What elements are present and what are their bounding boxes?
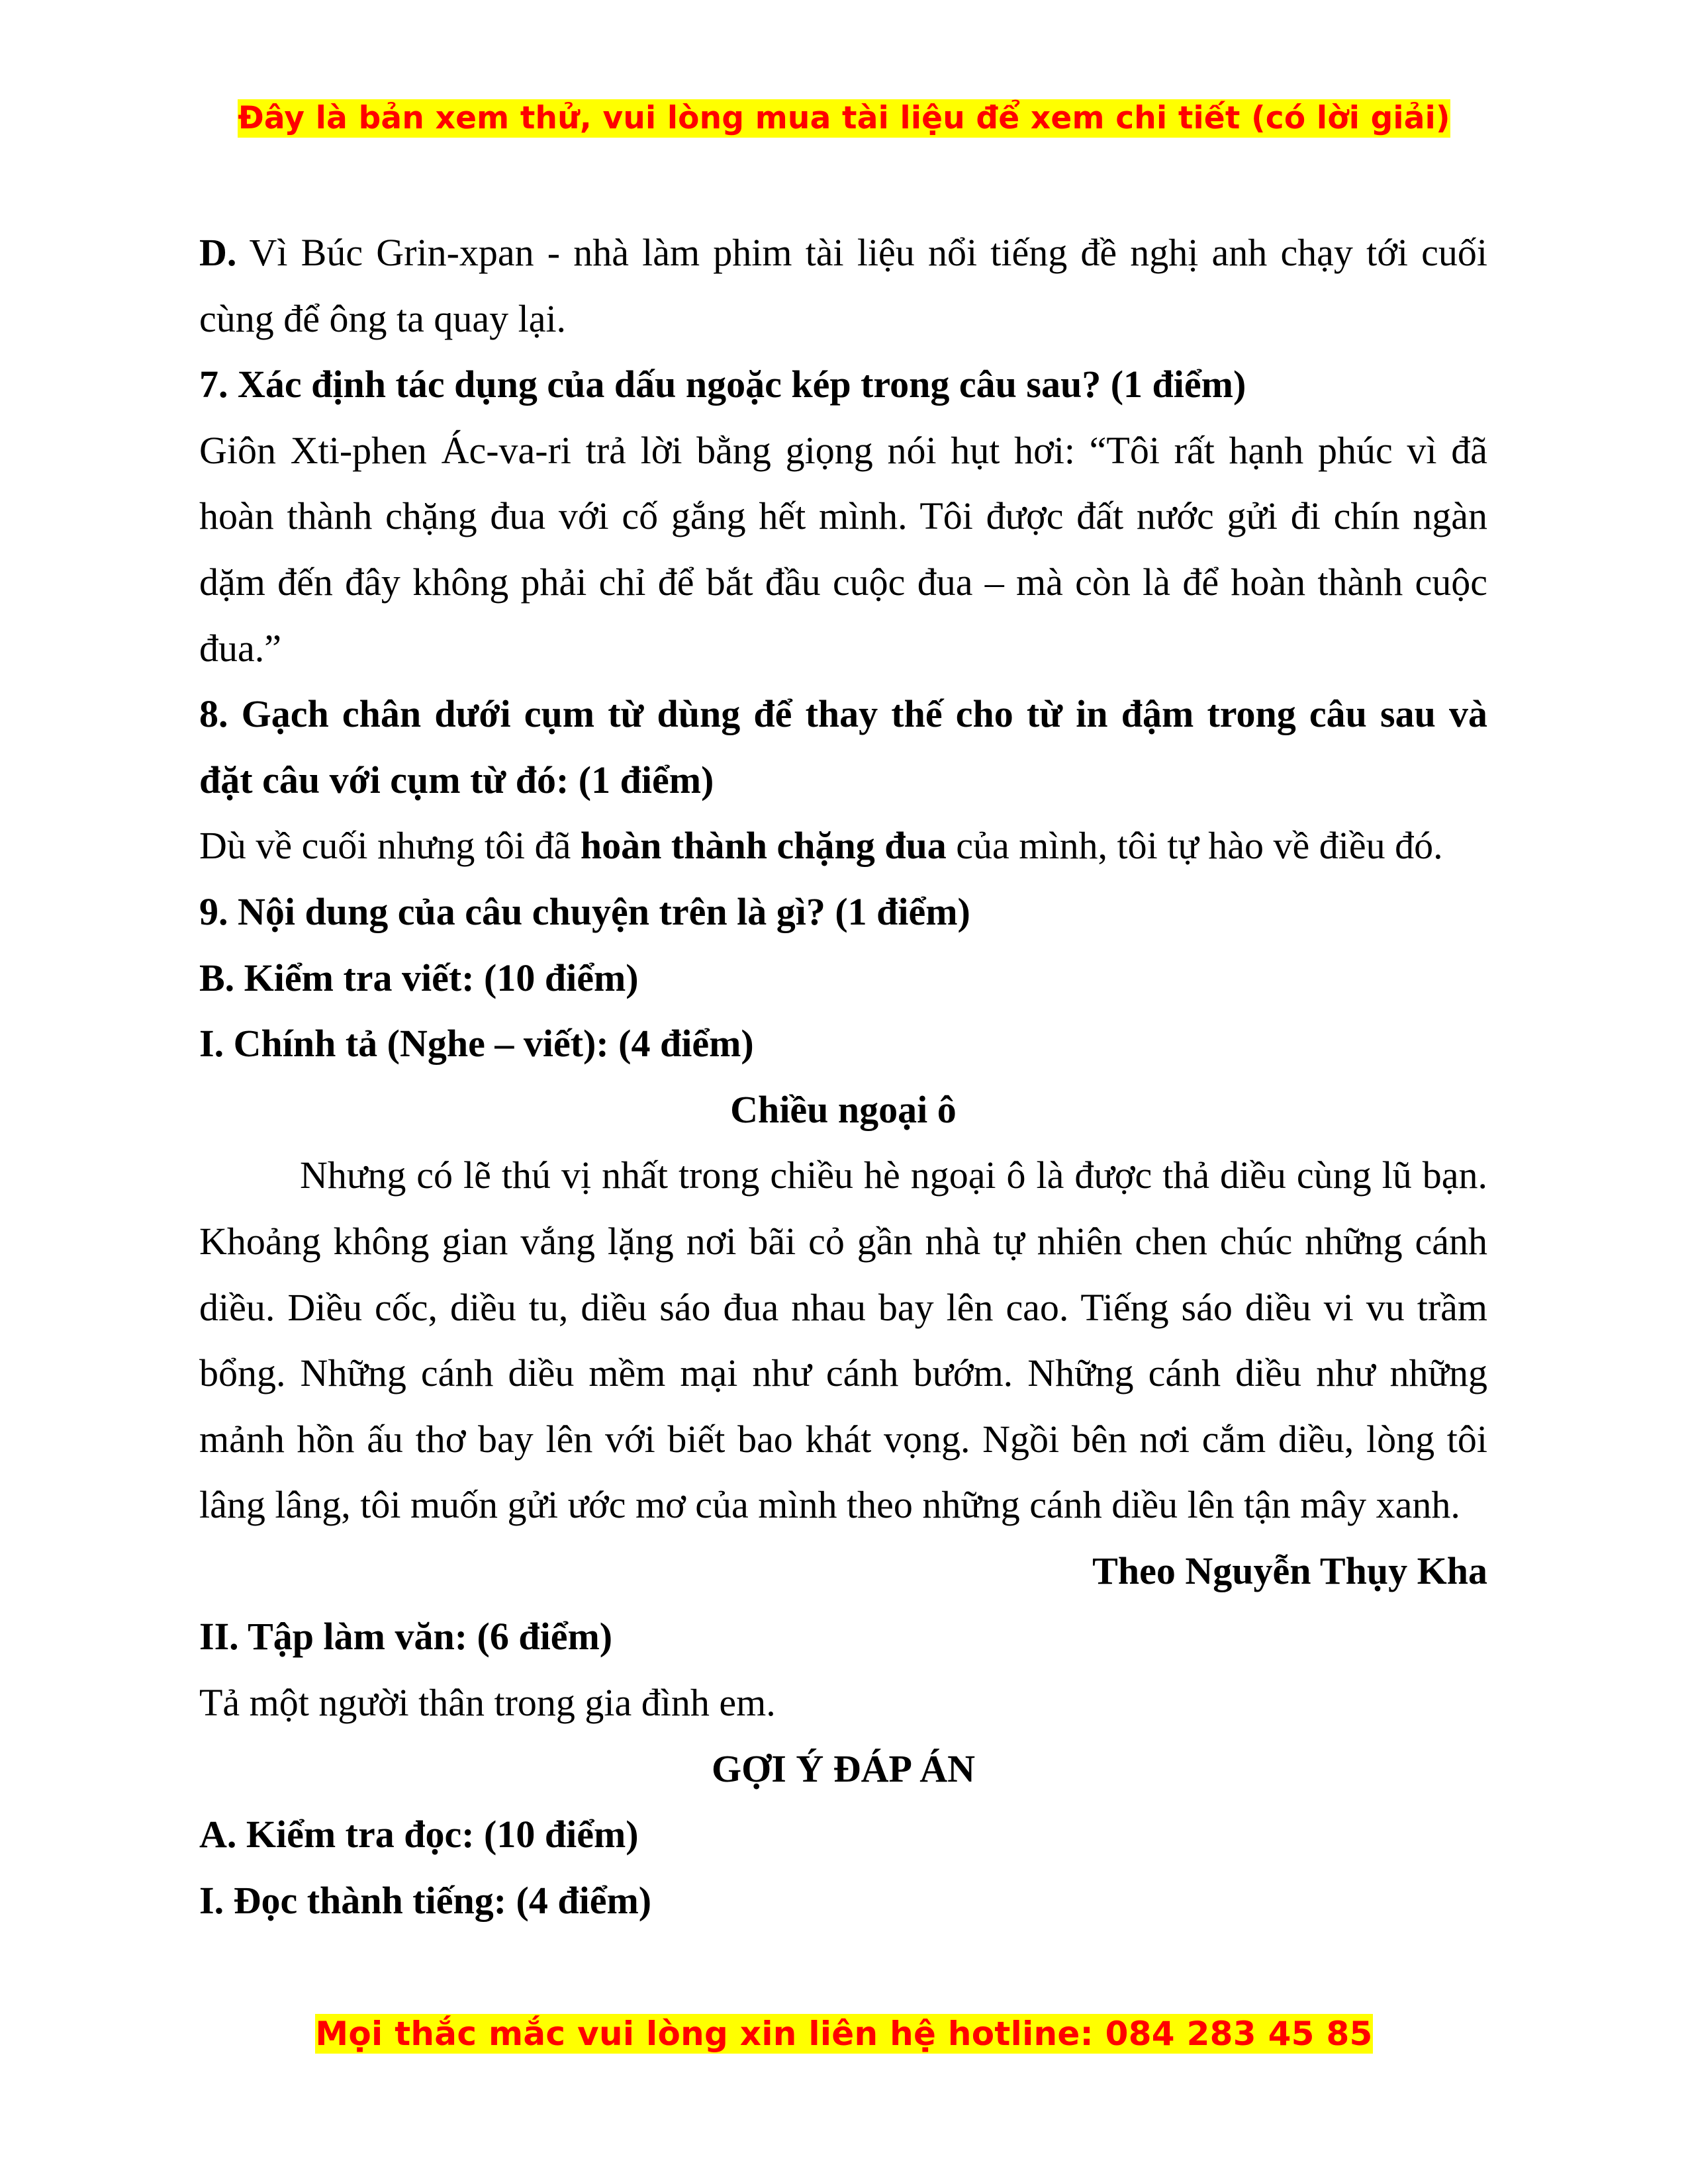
- option-d-label: D.: [199, 231, 237, 274]
- passage-line: Nhưng có lẽ thú vị nhất trong chiều hè ngoại ô là được thả diều cùng lũ bạn.: [300, 1154, 1487, 1197]
- q7-quote-line: hoàn thành chặng đua với cố gắng hết mình. Tôi được đất nước gửi đi chín ngàn: [199, 494, 1487, 538]
- document-body: [199, 220, 1487, 1933]
- passage-title: Chiều ngoại ô: [730, 1087, 957, 1131]
- passage-line: mảnh hồn ấu thơ bay lên với biết bao khát vọng. Ngồi bên nơi cắm diều, lòng tôi: [199, 1417, 1487, 1461]
- question-7: 7. Xác định tác dụng của dấu ngoặc kép trong câu sau? (1 điểm): [199, 363, 1246, 406]
- section-b-heading: B. Kiểm tra viết: (10 điểm): [199, 956, 639, 999]
- answer-key-title: GỢI Ý ĐÁP ÁN: [712, 1747, 975, 1790]
- answer-reading-aloud-heading: I. Đọc thành tiếng: (4 điểm): [199, 1878, 652, 1922]
- preview-notice-text: Đây là bản xem thử, vui lòng mua tài liệu để xem chi tiết (có lời giải): [238, 100, 1450, 136]
- q7-quote-line: đua.”: [199, 626, 281, 670]
- option-d-text: Vì Búc Grin-xpan - nhà làm phim tài liệu nổi tiếng đề nghị anh chạy tới cuối: [249, 231, 1488, 274]
- option-d-line-2: cùng để ông ta quay lại.: [199, 296, 567, 340]
- q8-sentence: [199, 813, 1487, 879]
- passage-line: Khoảng không gian vắng lặng nơi bãi cỏ gần nhà tự nhiên chen chúc những cánh: [199, 1219, 1487, 1263]
- question-9: 9. Nội dung của câu chuyện trên là gì? (1 điểm): [199, 889, 970, 933]
- q7-quote-line: Giôn Xti-phen Ác-va-ri trả lời bằng giọng nói hụt hơi: “Tôi rất hạnh phúc vì đã: [199, 428, 1487, 472]
- passage-line: bổng. Những cánh diều mềm mại như cánh bướm. Những cánh diều như những: [199, 1351, 1487, 1395]
- composition-heading: II. Tập làm văn: (6 điểm): [199, 1615, 613, 1659]
- option-d-line-1: [199, 220, 1487, 286]
- hotline-text: Mọi thắc mắc vui lòng xin liên hệ hotline: 084 283 45 85: [315, 2015, 1373, 2053]
- dictation-heading: I. Chính tả (Nghe – viết): (4 điểm): [199, 1022, 754, 1066]
- passage-line: lâng lâng, tôi muốn gửi ước mơ của mình theo những cánh diều lên tận mây xanh.: [199, 1483, 1460, 1527]
- passage-author: Theo Nguyễn Thụy Kha: [1092, 1549, 1487, 1592]
- q8-sentence-after: của mình, tôi tự hào về điều đó.: [946, 824, 1443, 868]
- passage-line: diều. Diều cốc, diều tu, diều sáo đua nhau bay lên cao. Tiếng sáo diều vi vu trầm: [199, 1285, 1487, 1329]
- question-8-line-1: 8. Gạch chân dưới cụm từ dùng để thay thế cho từ in đậm trong câu sau và: [199, 692, 1487, 736]
- q8-sentence-before: Dù về cuối nhưng tôi đã: [199, 824, 581, 868]
- question-8-line-2: đặt câu với cụm từ đó: (1 điểm): [199, 758, 714, 801]
- q8-bold-phrase: hoàn thành chặng đua: [580, 824, 947, 868]
- preview-notice-banner: [0, 99, 1688, 138]
- answer-section-a-heading: A. Kiểm tra đọc: (10 điểm): [199, 1813, 639, 1856]
- composition-prompt: Tả một người thân trong gia đình em.: [199, 1681, 776, 1725]
- q7-quote-line: dặm đến đây không phải chỉ để bắt đầu cuộc đua – mà còn là để hoàn thành cuộc: [199, 560, 1487, 604]
- hotline-banner: [0, 2014, 1688, 2054]
